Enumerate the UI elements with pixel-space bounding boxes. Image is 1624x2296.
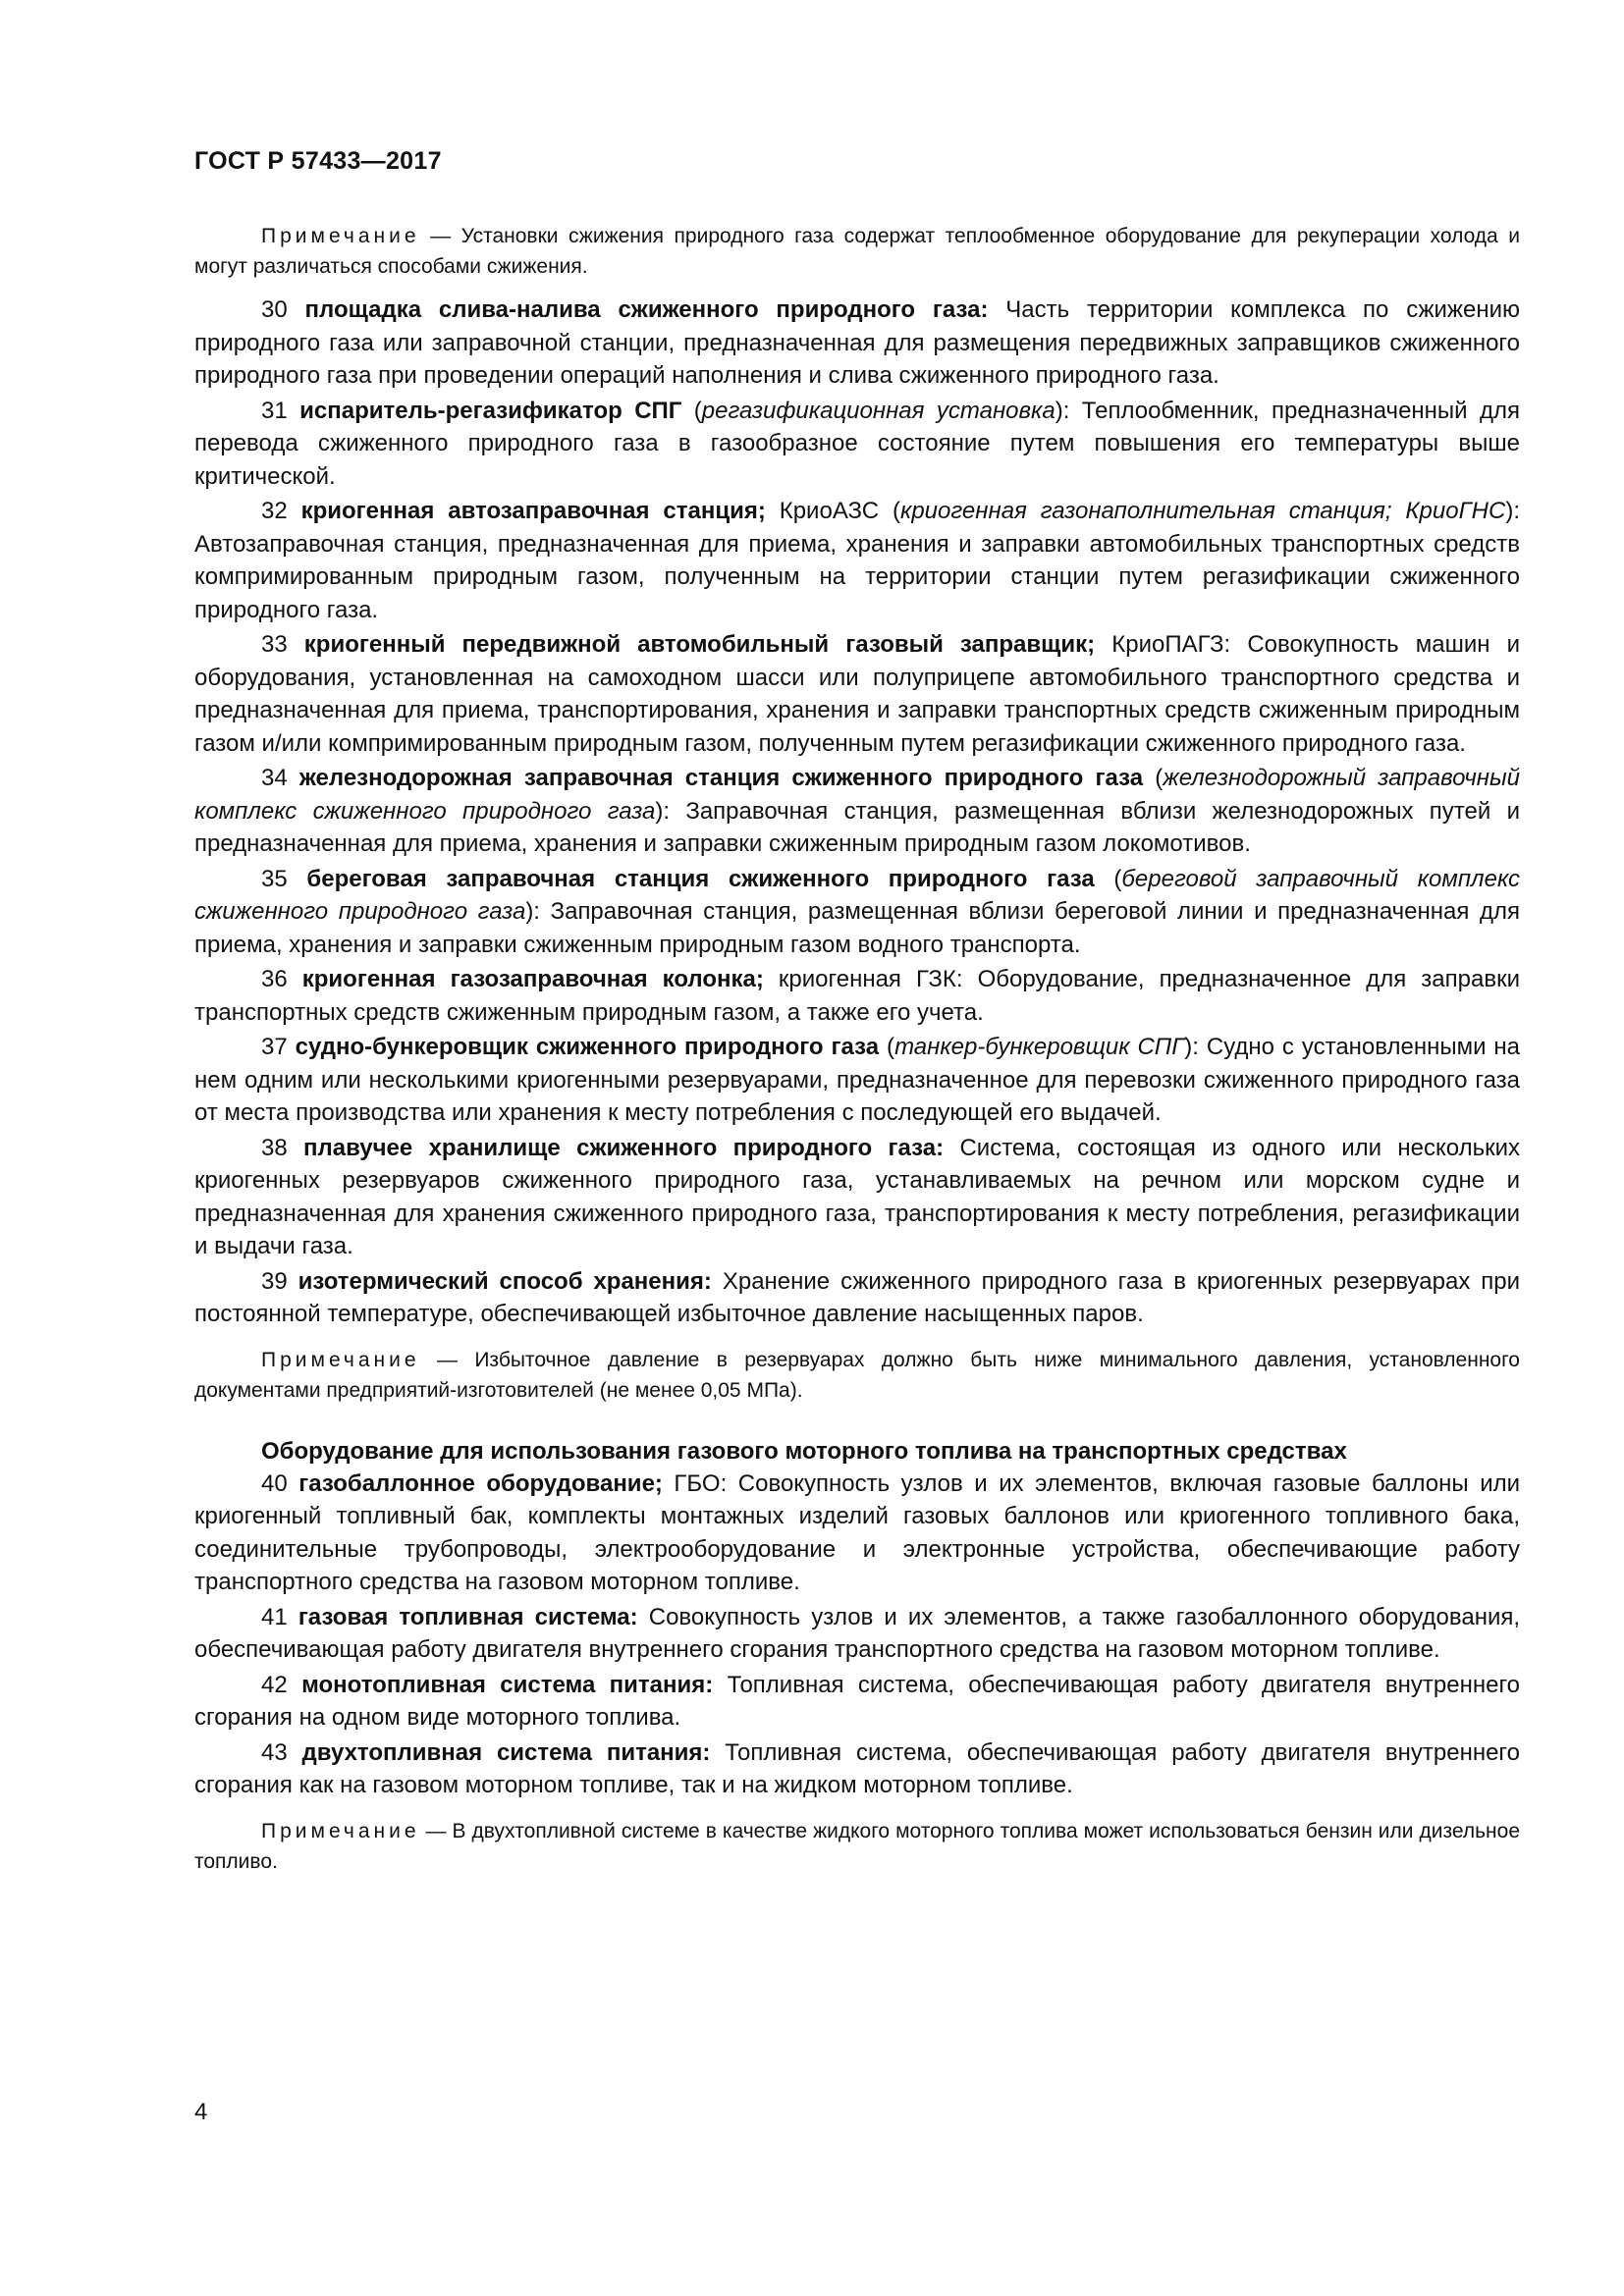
term-entry-32 [194,495,1520,626]
note-label: Примечание [261,1348,420,1371]
term-synonym: танкер-бункеровщик СПГ [894,1034,1185,1060]
term-synonym: регазификационная установка [701,397,1056,424]
term-name: судно-бункеровщик сжиженного природного газа [295,1034,880,1060]
term-entry-34 [194,762,1520,861]
note-liquefaction-plants [194,221,1520,282]
term-number: 35 [261,865,288,892]
term-number: 41 [261,1603,288,1630]
term-synonym: береговой заправочный комплекс сжиженного природного газа [194,865,1521,925]
term-number: 31 [261,397,288,424]
term-abbreviation: КриоПАГЗ: [1095,631,1248,658]
term-name: криогенная автозаправочная станция; [300,498,766,524]
term-definition: Судно с установленными на нем одним или несколькими криогенными резервуарами, предназначенное для перевозки сжиженного природного газа от места производства или хранения к месту потребления с последующей его выдачей. [194,1034,1521,1126]
paren-open: ( [1094,865,1122,892]
term-definition: Топливная система, обеспечивающая работу двигателя внутреннего сгорания как на газовом моторном топливе, так и на жидком моторном топливе. [194,1738,1521,1798]
paren-close: ): [525,898,551,925]
note-overpressure [194,1345,1520,1406]
term-definition: Оборудование, предназначенное для заправки транспортных средств сжиженным природным газом, а также его учета. [194,966,1520,1026]
term-name: испаритель-регазификатор СПГ [299,397,682,424]
term-definition: Автозаправочная станция, предназначенная для приема, хранения и заправки автомобильных транспортных средств компримированным природным газом, полученным на территории станции путем регазификации сжиженного природного газа. [194,530,1520,623]
term-definition: Часть территории комплекса по сжижению природного газа или заправочной станции, предназначенная для размещения передвижных заправщиков сжиженного природного газа при проведении операций наполнения и слива сжиженного природного газа. [194,296,1520,389]
term-definition: Совокупность узлов и их элементов, включая газовые баллоны или криогенный топливный бак, комплекты монтажных изделий газовых баллонов или криогенного топливного бака, соединительные трубопроводы, электрооборудование и электронные устройства, обеспечивающие работу транспортного средства на газовом моторном топливе. [194,1469,1521,1595]
note-text: Установки сжижения природного газа содержат теплообменное оборудование для рекуперации холода и могут различаться способами сжижения. [194,225,1520,278]
term-entry-40 [194,1468,1520,1599]
term-definition: Заправочная станция, размещенная вблизи береговой линии и предназначенная для приема, хранения и заправки сжиженным природным газом водного транспорта. [194,898,1521,958]
term-name: двухтопливная система питания: [301,1738,711,1766]
term-synonym: криогенная газонаполнительная станция; КриоГНС [899,498,1506,524]
note-dash: — [419,225,461,247]
term-definition: Теплообменник, предназначенный для перевода сжиженного природного газа в газообразное состояние путем повышения его температуры выше критической. [194,397,1520,490]
term-entry-36 [194,963,1520,1029]
term-entry-35 [194,863,1520,962]
paren-open: ( [1143,765,1164,791]
section-title: Оборудование для использования газового моторного топлива на транспортных средствах [261,1437,1347,1465]
term-number: 39 [261,1267,288,1295]
term-name: железнодорожная заправочная станция сжиженного природного газа [298,765,1144,791]
note-label: Примечание [261,225,420,247]
term-entry-31 [194,395,1520,494]
term-name: криогенный передвижной автомобильный газовый заправщик; [303,631,1096,658]
term-number: 32 [261,498,288,524]
document-code-header: ГОСТ Р 57433—2017 [194,147,442,175]
term-name: криогенная газозаправочная колонка; [301,966,764,992]
note-dash: — [419,1348,475,1371]
term-name: газовая топливная система: [298,1603,638,1630]
note-dash: — [419,1819,453,1842]
page-number: 4 [194,2099,208,2125]
term-definition: Совокупность узлов и их элементов, а также газобаллонного оборудования, обеспечивающая работу двигателя внутреннего сгорания транспортного средства на газовом моторном топливе. [194,1603,1521,1663]
term-number: 34 [261,765,288,791]
term-definition: Заправочная станция, размещенная вблизи железнодорожных путей и предназначенная для приема, хранения и заправки сжиженным природным газом локомотивов. [194,797,1520,857]
term-number: 42 [261,1671,288,1698]
term-abbreviation: криогенная ГЗК: [763,966,978,992]
term-entry-38 [194,1132,1520,1263]
term-abbreviation: ГБО: [662,1469,738,1497]
term-number: 36 [261,966,288,992]
term-definition: Совокупность машин и оборудования, установленная на самоходном шасси или полуприцепе автомобильного транспортного средства и предназначенная для приема, транспортирования, хранения и заправки транспортных средств сжиженным природным газом и/или компримированным природным газом, полученным путем регазификации сжиженного природного газа. [194,631,1521,757]
term-number: 40 [261,1469,288,1497]
paren-open: ( [681,397,702,424]
term-abbreviation: КриоАЗС ( [765,498,900,524]
term-entry-43 [194,1736,1520,1802]
term-name: плавучее хранилище сжиженного природного газа: [303,1134,945,1161]
note-label: Примечание [261,1819,420,1842]
term-number: 37 [261,1034,288,1060]
term-entry-33 [194,628,1520,760]
paren-close: ): [1505,498,1520,524]
term-number: 33 [261,631,288,658]
note-text: В двухтопливной системе в качестве жидкого моторного топлива может использоваться бензин или дизельное топливо. [194,1819,1520,1873]
term-name: газобаллонное оборудование; [298,1469,663,1497]
term-synonym: железнодорожный заправочный комплекс сжиженного природного газа [194,765,1520,825]
term-name: изотермический способ хранения: [298,1267,712,1295]
term-entry-37 [194,1031,1520,1130]
term-entry-30 [194,294,1520,393]
term-definition: Топливная система, обеспечивающая работу двигателя внутреннего сгорания на одном виде моторного топлива. [194,1671,1521,1731]
term-definition: Система, состоящая из одного или нескольких криогенных резервуаров сжиженного природного газа, устанавливаемых на речном или морском судне и предназначенная для хранения сжиженного природного газа, транспортирования к месту потребления, регазификации и выдачи газа. [194,1134,1520,1259]
paren-open: ( [879,1034,895,1060]
paren-close: ): [1184,1034,1207,1060]
paren-close: ): [1055,397,1082,424]
term-entry-39 [194,1265,1520,1331]
term-number: 30 [261,296,288,323]
note-text: Избыточное давление в резервуарах должно быть ниже минимального давления, установленного документами предприятий-изготовителей (не менее 0,05 МПа). [194,1348,1520,1402]
document-body [194,221,1520,1877]
term-entry-42 [194,1669,1520,1735]
term-number: 43 [261,1738,288,1766]
term-name: монотопливная система питания: [301,1671,714,1698]
term-entry-41 [194,1601,1520,1667]
term-name: береговая заправочная станция сжиженного природного газа [306,865,1095,892]
term-definition: Хранение сжиженного природного газа в криогенных резервуарах при постоянной температуре, обеспечивающей избыточное давление насыщенных паров. [194,1267,1521,1327]
note-dual-fuel [194,1816,1520,1877]
term-number: 38 [261,1134,288,1161]
paren-close: ): [655,797,686,825]
term-name: площадка слива-налива сжиженного природного газа: [304,296,989,323]
